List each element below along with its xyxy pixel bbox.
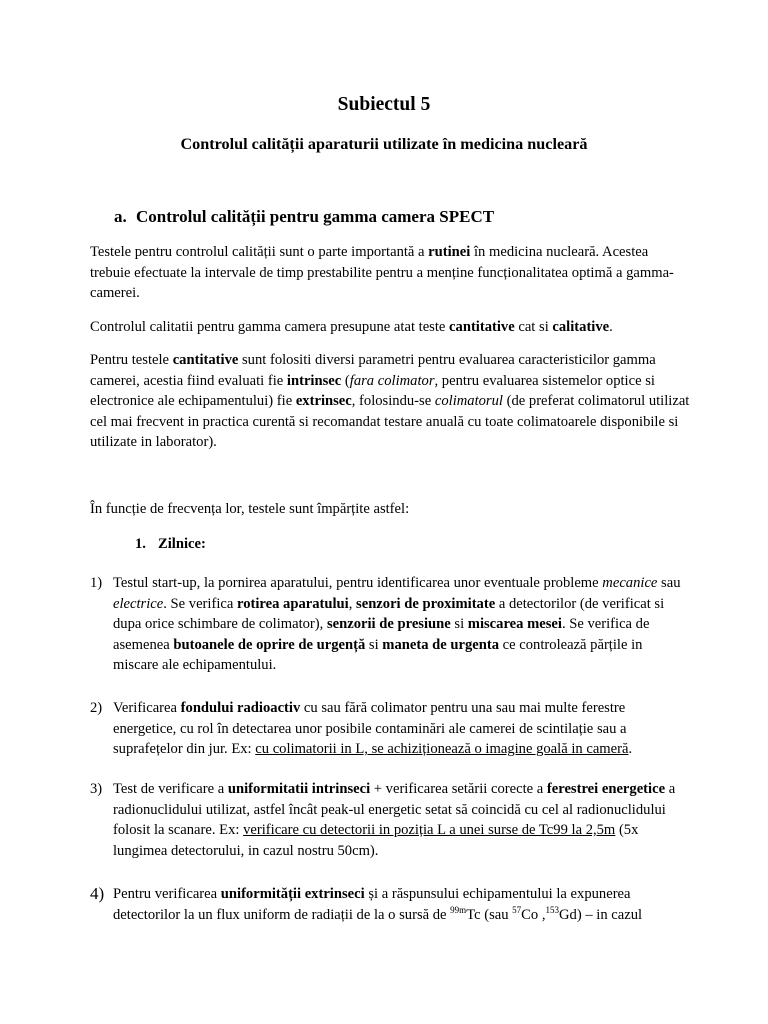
list-marker: 3) bbox=[90, 781, 103, 797]
bold-run: ferestrei energetice bbox=[546, 781, 666, 797]
bold-run: uniformității extrinseci bbox=[220, 886, 365, 902]
list-item bbox=[90, 884, 690, 925]
text-run: Test de verificare a bbox=[113, 781, 228, 797]
bold-run: extrinsec bbox=[295, 393, 352, 409]
text-run: Testele pentru controlul calității sunt o parte importantă a bbox=[90, 244, 429, 260]
text-run: sunt folositi diversi parametri pentru evaluarea caracteristicilor gamma camerei, acestia fiind evaluati fie bbox=[90, 352, 656, 389]
text-run: cat si bbox=[514, 319, 553, 335]
intro-paragraph bbox=[90, 242, 690, 304]
bold-run: uniformitatii intrinseci bbox=[227, 781, 371, 797]
text-run: a detectorilor (de verificat si dupa orice schimbare de colimator), bbox=[113, 595, 665, 632]
text-run: . bbox=[609, 319, 613, 335]
frequency-paragraph: În funcție de frecvența lor, testele sunt împărțite astfel: bbox=[90, 501, 410, 517]
bold-run: cantitative bbox=[449, 319, 515, 335]
bold-run: butoanele de oprire de urgență bbox=[173, 636, 366, 653]
text-run: . Se verifica bbox=[163, 595, 237, 612]
text-run: sau bbox=[657, 575, 681, 591]
section-a-number: a. bbox=[114, 207, 127, 226]
bold-run: senzorii de presiune bbox=[326, 616, 451, 632]
text-run: (5x lungimea detectorului, in cazul nostru 50cm). bbox=[113, 822, 639, 859]
text-run: . Se verifica de asemenea bbox=[113, 616, 650, 653]
text-run: și a răspunsului echipamentului la expunerea detectorilor la un flux uniform de radiații de la o sursă de bbox=[113, 886, 631, 923]
text-run: Tc (sau bbox=[466, 906, 513, 923]
italic-run: colimatorul bbox=[434, 393, 503, 409]
text-run: a radionuclidului utilizat, astfel încât peak-ul energetic setat să coincidă cu cel al radionuclidului folosit la scanare. Ex: bbox=[113, 781, 676, 838]
bold-run: maneta de urgenta bbox=[382, 636, 500, 653]
superscript: 99m bbox=[450, 904, 467, 915]
text-run: si bbox=[450, 616, 468, 632]
page-title: Subiectul 5 bbox=[337, 94, 431, 115]
list-marker: 4) bbox=[90, 884, 105, 903]
superscript: 57 bbox=[512, 904, 522, 915]
list-item bbox=[90, 779, 690, 861]
text-run: , bbox=[348, 595, 357, 612]
bold-run: senzori de proximitate bbox=[356, 595, 496, 612]
page-subtitle: Controlul calității aparaturii utilizate în medicina nucleară bbox=[180, 135, 588, 153]
text-run: (de preferat colimatorul utilizat cel mai frecvent in practica curentă si recomandat testare anuală cu toate colimatoarele disponibile si utilizate in laborator). bbox=[90, 393, 690, 450]
text-run: cu sau fără colimator pentru una sau mai multe ferestre energetice, cu rol în detectarea unor posibile contaminări ale camerei de scintilație sau a suprafețelor din jur. Ex: bbox=[113, 700, 627, 757]
tests-types-paragraph bbox=[90, 317, 690, 338]
text-run: ce controlează părțile in miscare ale echipamentului. bbox=[113, 636, 643, 673]
text-run: + verificarea setării corecte a bbox=[370, 781, 547, 797]
text-run: în medicina nucleară. Acestea trebuie efectuate la intervale de timp prestabilite pentru a menține funcționalitatea optimă a gamma-camerei. bbox=[90, 244, 674, 301]
text-run: . bbox=[628, 741, 633, 757]
list-marker: 2) bbox=[90, 700, 103, 716]
underlined-run: verificare cu detectorii in poziția L a unei surse de Tc99 la 2,5m bbox=[243, 822, 616, 838]
bold-run: cantitative bbox=[172, 352, 239, 368]
list-item bbox=[90, 573, 690, 676]
list-item bbox=[90, 698, 690, 760]
text-run: Co , bbox=[521, 906, 546, 923]
section-a-heading bbox=[114, 206, 494, 228]
text-run: Controlul calitatii pentru gamma camera presupune atat teste bbox=[90, 319, 450, 335]
text-run: Gd) – in cazul bbox=[559, 906, 643, 923]
list-item-text bbox=[113, 884, 690, 925]
bold-run: rutinei bbox=[428, 244, 471, 260]
text-run: Pentru testele bbox=[90, 352, 173, 368]
text-run: Pentru verificarea bbox=[113, 886, 221, 902]
list-item-text bbox=[113, 779, 690, 861]
italic-run: electrice bbox=[113, 595, 164, 612]
underlined-run: cu colimatorii in L, se achiziționează o imagine goală in cameră bbox=[255, 741, 629, 757]
text-run: , folosindu-se bbox=[351, 393, 435, 409]
text-run: Verificarea bbox=[113, 700, 181, 716]
list-item-text bbox=[113, 573, 690, 676]
daily-number: 1. bbox=[135, 536, 146, 552]
text-run: ( bbox=[341, 372, 350, 389]
list-item-text bbox=[113, 698, 690, 760]
text-run: , pentru evaluarea sistemelor optice si electronice ale echipamentului) fie bbox=[90, 372, 655, 409]
daily-tests-heading bbox=[135, 534, 206, 555]
daily-title: Zilnice: bbox=[158, 536, 206, 552]
text-run: Testul start-up, la pornirea aparatului, pentru identificarea unor eventuale probleme bbox=[113, 575, 603, 591]
superscript: 153 bbox=[545, 904, 559, 915]
bold-run: intrinsec bbox=[286, 372, 342, 389]
bold-run: miscarea mesei bbox=[467, 616, 562, 632]
text-run: si bbox=[365, 636, 383, 653]
list-marker: 1) bbox=[90, 575, 103, 591]
bold-run: fondului radioactiv bbox=[180, 700, 301, 716]
quantitative-paragraph bbox=[90, 350, 690, 453]
italic-run: mecanice bbox=[602, 575, 658, 591]
section-a-title: Controlul calității pentru gamma camera SPECT bbox=[136, 207, 495, 226]
bold-run: calitative bbox=[552, 319, 610, 335]
bold-run: rotirea aparatului bbox=[236, 595, 349, 612]
italic-run: fara colimator bbox=[349, 372, 435, 389]
